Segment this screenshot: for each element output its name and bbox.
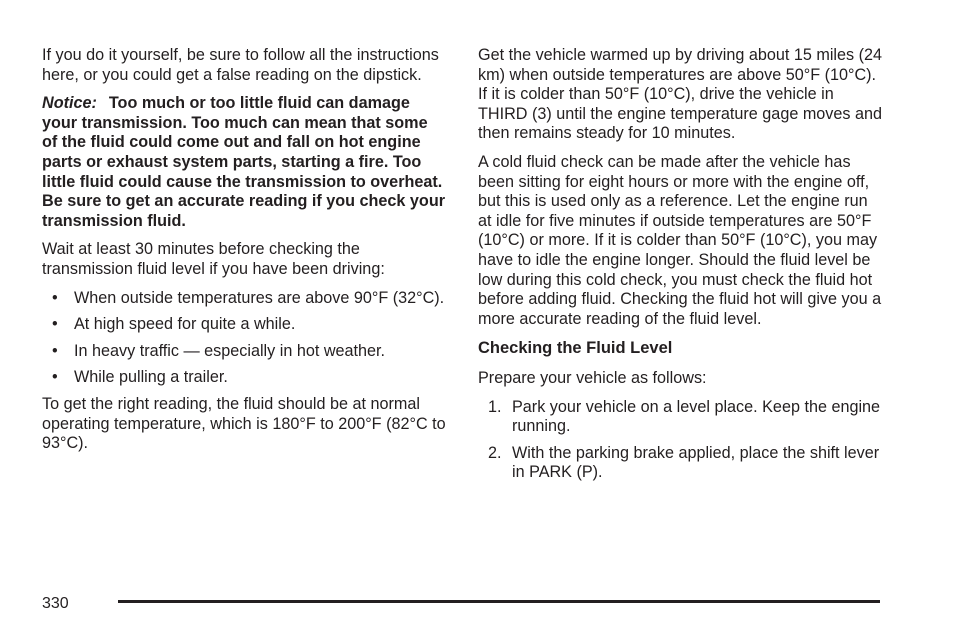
step-text: With the parking brake applied, place the shift lever in PARK (P).	[512, 443, 880, 482]
list-item-text: In heavy traffic — especially in hot weather.	[74, 341, 386, 360]
steps-list	[478, 398, 883, 483]
list-item-text: When outside temperatures are above 90°F (32°C).	[74, 288, 445, 307]
warm-up-paragraph: Get the vehicle warmed up by driving about 15 miles (24 km) when outside temperatures are above 50°F (10°C). If it is colder than 50°F (10°C), drive the vehicle in THIRD (3) until the engine temperature gage moves and then remains steady for 10 minutes.	[478, 46, 882, 143]
bullet-icon: •	[52, 315, 58, 334]
list-item	[42, 315, 447, 335]
section-heading: Checking the Fluid Level	[478, 339, 673, 358]
step-text: Park your vehicle on a level place. Keep the engine running.	[512, 397, 881, 436]
step-number: 2.	[488, 443, 502, 462]
reading-paragraph: To get the right reading, the fluid should be at normal operating temperature, which is 180°F to 200°F (82°C to 93°C).	[42, 394, 446, 453]
conditions-list	[42, 289, 447, 388]
list-item	[42, 289, 447, 309]
list-item	[478, 444, 883, 483]
wait-paragraph: Wait at least 30 minutes before checking the transmission fluid level if you have been driving:	[42, 240, 385, 278]
bullet-icon: •	[52, 368, 58, 387]
list-item	[42, 342, 447, 362]
list-item	[42, 368, 447, 388]
notice-paragraph	[42, 94, 447, 231]
right-column	[478, 46, 883, 490]
left-column	[42, 46, 447, 463]
step-number: 1.	[488, 397, 502, 416]
notice-label: Notice:	[42, 94, 97, 113]
bullet-icon: •	[52, 288, 58, 307]
footer-rule	[118, 600, 880, 603]
cold-check-paragraph: A cold fluid check can be made after the vehicle has been sitting for eight hours or more with the engine off, but this is used only as a reference. Let the engine run at idle for five minutes if outside temperatures are 50°F (10°C) or more. If it is colder than 50°F (10°C), you may have to idle the engine longer. Should the fluid level be low during this cold check, you must check the fluid hot before adding fluid. Checking the fluid hot will give you a more accurate reading of the fluid level.	[478, 152, 882, 328]
list-item-text: At high speed for quite a while.	[74, 315, 296, 334]
list-item	[478, 398, 883, 437]
page-number: 330	[42, 595, 69, 612]
list-item-text: While pulling a trailer.	[74, 368, 228, 387]
intro-paragraph: If you do it yourself, be sure to follow all the instructions here, or you could get a false reading on the dipstick.	[42, 46, 439, 84]
notice-text: Too much or too little fluid can damage your transmission. Too much can mean that some of the fluid could come out and fall on hot engine parts or exhaust system parts, starting a fire. Too little fluid could cause the transmission to overheat. Be sure to get an accurate reading if you check your transmission fluid.	[42, 94, 446, 230]
bullet-icon: •	[52, 341, 58, 360]
prepare-paragraph: Prepare your vehicle as follows:	[478, 368, 707, 387]
